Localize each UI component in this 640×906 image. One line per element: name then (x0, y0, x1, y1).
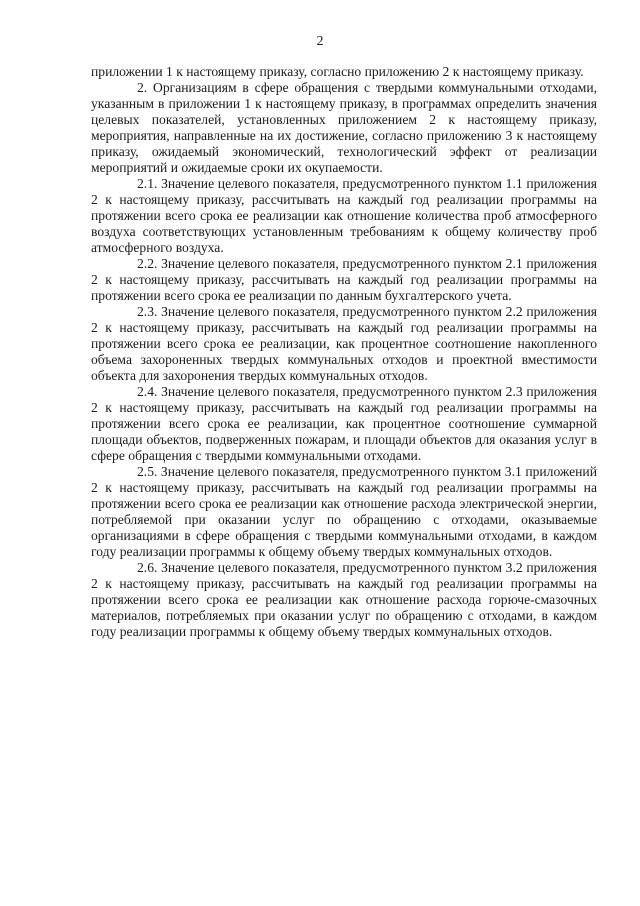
paragraph-item-2-5: 2.5. Значение целевого показателя, предусмотренного пунктом 3.1 приложений 2 к настоящему приказу, рассчитывать на каждый год реализации программы на протяжении всего срока ее реализации как отношение расхода электрической энергии, потребляемой при оказании услуг по обращению с отходами, оказываемые организациями в сфере обращения с твердыми коммунальными отходами, в каждом году реализации программы к общему объему твердых коммунальных отходов. (91, 464, 597, 559)
paragraph-item-2-6: 2.6. Значение целевого показателя, предусмотренного пунктом 3.2 приложения 2 к настоящему приказу, рассчитывать на каждый год реализации программы на протяжении всего срока ее реализации как отношение расхода горюче-смазочных материалов, потребляемых при оказании услуг по обращению с отходами, в каждом году реализации программы к общему объему твердых коммунальных отходов. (91, 560, 597, 639)
paragraph-item-2: 2. Организациям в сфере обращения с твердыми коммунальными отходами, указанным в приложении 1 к настоящему приказу, в программах определить значения целевых показателей, установленных приложением 2 к настоящему приказу, мероприятия, направленные на их достижение, согласно приложению 3 к настоящему приказу, ожидаемый экономический, технологический эффект от реализации мероприятий и ожидаемые сроки их окупаемости. (91, 80, 597, 175)
paragraph-continuation: приложении 1 к настоящему приказу, согласно приложению 2 к настоящему приказу. (91, 64, 584, 79)
paragraph-item-2-2: 2.2. Значение целевого показателя, предусмотренного пунктом 2.1 приложения 2 к настоящему приказу, рассчитывать на каждый год реализации программы на протяжении всего срока ее реализации по данным бухгалтерского учета. (91, 256, 597, 303)
paragraph-item-2-4: 2.4. Значение целевого показателя, предусмотренного пунктом 2.3 приложения 2 к настоящему приказу, рассчитывать на каждый год реализации программы на протяжении всего срока ее реализации, как процентное соотношение суммарной площади объектов, подверженных пожарам, и площади объектов для оказания услуг в сфере обращения с твердыми коммунальными отходами. (91, 384, 597, 463)
page-number: 2 (316, 34, 324, 49)
paragraph-item-2-3: 2.3. Значение целевого показателя, предусмотренного пунктом 2.2 приложения 2 к настоящему приказу, рассчитывать на каждый год реализации программы на протяжении всего срока ее реализации, как процентное соотношение накопленного объема захороненных твердых коммунальных отходов и проектной вместимости объекта для захоронения твердых коммунальных отходов. (91, 304, 597, 383)
paragraph-item-2-1: 2.1. Значение целевого показателя, предусмотренного пунктом 1.1 приложения 2 к настоящему приказу, рассчитывать на каждый год реализации программы на протяжении всего срока ее реализации как отношение количества проб атмосферного воздуха соответствующих установленным требованиям к общему количеству проб атмосферного воздуха. (91, 176, 597, 255)
document-body (91, 64, 597, 640)
